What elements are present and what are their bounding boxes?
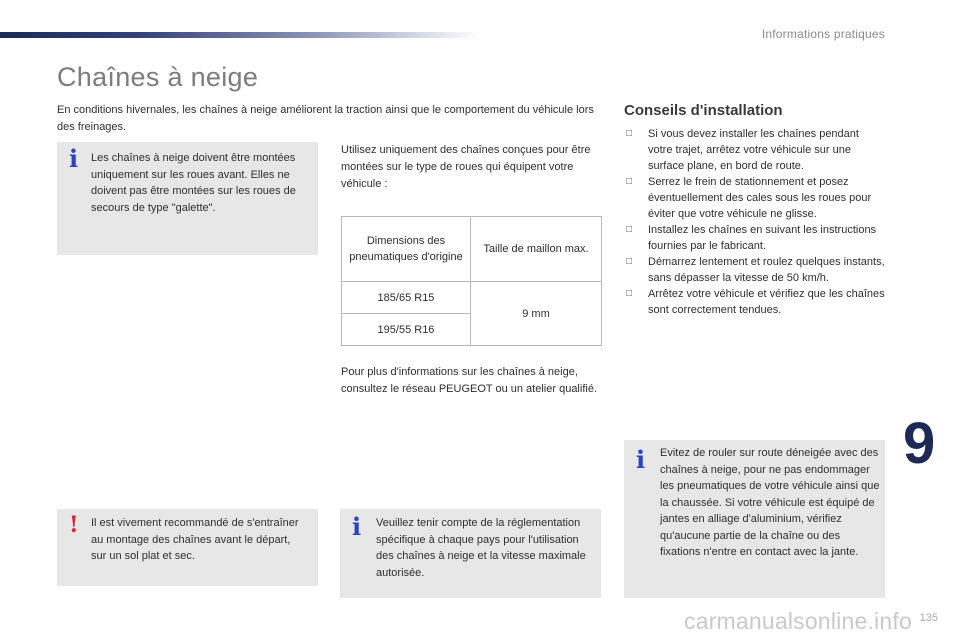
info-icon: i <box>636 445 646 474</box>
list-item <box>624 222 886 254</box>
table-cell-tyre-size: 185/65 R15 <box>342 282 471 314</box>
note-text: Evitez de rouler sur route déneigée avec des chaînes à neige, pour ne pas endommager les pneumatiques de votre véhicule ainsi que la chaussée. Si votre véhicule est équipé de jantes en alliage d'aluminium, vérifiez qu'aucune partie de la chaîne ou des fixations n'entre en contact avec la jante. <box>660 447 880 558</box>
checkbox-bullet-icon: □ <box>626 128 633 139</box>
list-item <box>624 254 886 286</box>
info-note-front-wheels <box>57 142 318 255</box>
warning-note-practice <box>57 509 318 586</box>
list-item-text: Si vous devez installer les chaînes pendant votre trajet, arrêtez votre véhicule sur une surface plane, en bord de route. <box>648 128 859 172</box>
info-note-cleared-roads <box>624 440 885 598</box>
table-row <box>342 282 602 314</box>
list-item <box>624 174 886 222</box>
checkbox-bullet-icon: □ <box>626 224 633 235</box>
list-item <box>624 126 886 174</box>
checkbox-bullet-icon: □ <box>626 256 633 267</box>
page-number: 135 <box>919 612 938 624</box>
page-title: Chaînes à neige <box>57 62 259 92</box>
usage-paragraph: Utilisez uniquement des chaînes conçues pour être montées sur le type de roues qui équipent votre véhicule : <box>341 144 591 190</box>
installation-tips-title: Conseils d'installation <box>624 102 783 119</box>
list-item-text: Démarrez lentement et roulez quelques instants, sans dépasser la vitesse de 50 km/h. <box>648 256 885 284</box>
note-text: Veuillez tenir compte de la réglementation spécifique à chaque pays pour l'utilisation des chaînes à neige et la vitesse maximale autorisée. <box>376 517 586 579</box>
list-item-text: Serrez le frein de stationnement et posez éventuellement des cales sous les roues pour éviter que votre véhicule ne glisse. <box>648 176 872 220</box>
note-text: Les chaînes à neige doivent être montées uniquement sur les roues avant. Elles ne doivent pas être montées sur les roues de secours de type "galette". <box>91 152 296 214</box>
more-info-paragraph: Pour plus d'informations sur les chaînes à neige, consultez le réseau PEUGEOT ou un atelier qualifié. <box>341 366 597 395</box>
section-header: Informations pratiques <box>761 27 885 41</box>
warning-icon: ! <box>69 512 79 538</box>
checkbox-bullet-icon: □ <box>626 176 633 187</box>
list-item-text: Installez les chaînes en suivant les instructions fournies par le fabricant. <box>648 224 877 252</box>
header-accent-bar <box>0 32 480 38</box>
list-item-text: Arrêtez votre véhicule et vérifiez que les chaînes sont correctement tendues. <box>648 288 885 316</box>
table-cell-tyre-size: 195/55 R16 <box>342 314 471 346</box>
installation-tips-list <box>624 126 886 318</box>
table-header-dimensions: Dimensions des pneumatiques d'origine <box>342 217 471 282</box>
chain-size-table <box>341 216 602 346</box>
chapter-number: 9 <box>903 411 936 476</box>
list-item <box>624 286 886 318</box>
info-icon: i <box>352 512 362 541</box>
watermark: carmanualsonline.info <box>684 608 912 634</box>
checkbox-bullet-icon: □ <box>626 288 633 299</box>
table-header-row <box>342 217 602 282</box>
table-header-link-size: Taille de maillon max. <box>471 217 602 282</box>
info-note-regulations <box>340 509 601 598</box>
note-text: Il est vivement recommandé de s'entraîner au montage des chaînes avant le départ, sur un sol plat et sec. <box>91 517 299 562</box>
info-icon: i <box>69 144 79 173</box>
intro-paragraph: En conditions hivernales, les chaînes à neige améliorent la traction ainsi que le comportement du véhicule lors des freinages. <box>57 104 594 133</box>
table-cell-link-size: 9 mm <box>471 282 602 346</box>
